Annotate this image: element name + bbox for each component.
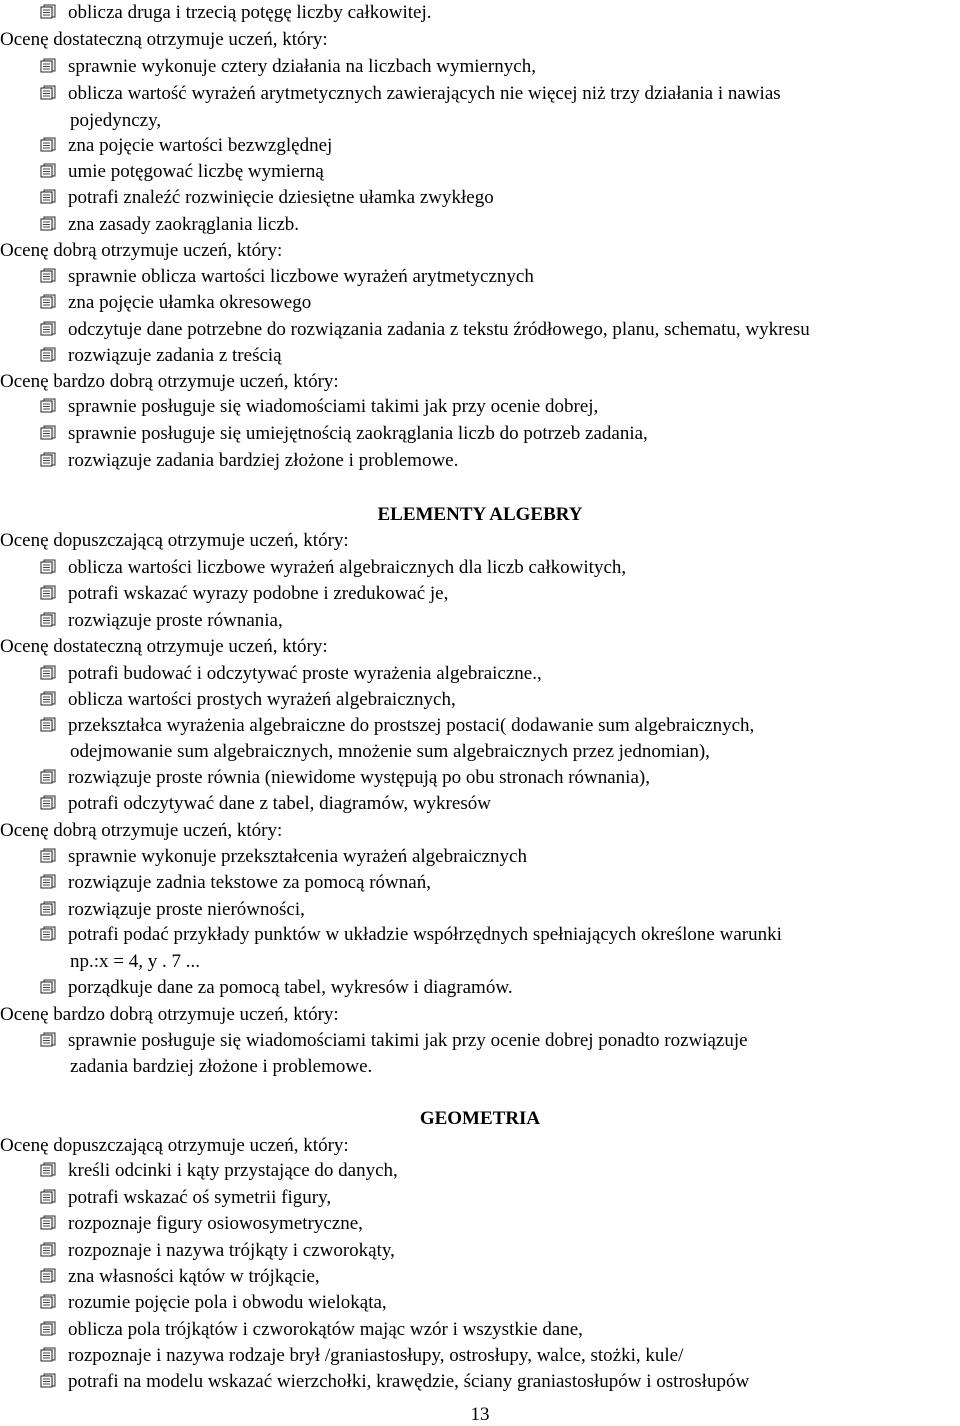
list-item-text: np.:x = 4, y . 7 ... bbox=[70, 951, 200, 972]
list-item-text: sprawnie wykonuje przekształcenia wyrażeń algebraicznych bbox=[68, 846, 527, 867]
stacked-papers-icon bbox=[40, 189, 56, 204]
list-item bbox=[0, 610, 960, 632]
grade-heading bbox=[0, 371, 960, 393]
list-item bbox=[0, 899, 960, 921]
grade-heading bbox=[0, 636, 960, 658]
list-item-text: potrafi wskazać oś symetrii figury, bbox=[68, 1187, 332, 1208]
stacked-papers-icon bbox=[40, 665, 56, 680]
list-item-text: rozumie pojęcie pola i obwodu wielokąta, bbox=[68, 1292, 387, 1313]
list-item bbox=[0, 396, 960, 418]
stacked-papers-icon bbox=[40, 1294, 56, 1309]
list-item bbox=[0, 1240, 960, 1262]
list-item-text: rozwiązuje proste równania, bbox=[68, 610, 283, 631]
section-title: ELEMENTY ALGEBRY bbox=[377, 504, 583, 525]
grade-heading-text: Ocenę dopuszczającą otrzymuje uczeń, który: bbox=[0, 1135, 349, 1156]
stacked-papers-icon bbox=[40, 347, 56, 362]
list-item-text: sprawnie wykonuje cztery działania na liczbach wymiernych, bbox=[68, 56, 536, 77]
list-item bbox=[0, 266, 960, 288]
list-item-text: potrafi odczytywać dane z tabel, diagramów, wykresów bbox=[68, 793, 491, 814]
list-item-text: zadania bardziej złożone i problemowe. bbox=[70, 1056, 373, 1077]
list-item-text: umie potęgować liczbę wymierną bbox=[68, 161, 324, 182]
stacked-papers-icon bbox=[40, 795, 56, 810]
list-item-text: rozpoznaje figury osiowosymetryczne, bbox=[68, 1213, 363, 1234]
grade-heading bbox=[0, 820, 960, 842]
list-item bbox=[0, 557, 960, 579]
grade-heading-text: Ocenę dopuszczającą otrzymuje uczeń, który: bbox=[0, 530, 349, 551]
list-item bbox=[0, 1345, 960, 1367]
list-item-text: porządkuje dane za pomocą tabel, wykresów i diagramów. bbox=[68, 977, 513, 998]
list-item-text: oblicza wartość wyrażeń arytmetycznych zawierających nie więcej niż trzy działania i nawias bbox=[68, 83, 781, 104]
list-item bbox=[0, 161, 960, 183]
section-title: GEOMETRIA bbox=[419, 1108, 541, 1129]
list-item-text: pojedynczy, bbox=[70, 110, 162, 131]
stacked-papers-icon bbox=[40, 717, 56, 732]
grade-heading bbox=[0, 530, 960, 552]
list-item-text: zna pojęcie wartości bezwzględnej bbox=[68, 135, 333, 156]
list-item bbox=[0, 1213, 960, 1235]
stacked-papers-icon bbox=[40, 1321, 56, 1336]
stacked-papers-icon bbox=[40, 691, 56, 706]
list-item bbox=[0, 846, 960, 868]
stacked-papers-icon bbox=[40, 848, 56, 863]
stacked-papers-icon bbox=[40, 1242, 56, 1257]
list-item bbox=[0, 345, 960, 367]
stacked-papers-icon bbox=[40, 901, 56, 916]
list-item bbox=[0, 1292, 960, 1314]
list-item bbox=[0, 319, 960, 341]
page-number: 13 bbox=[470, 1404, 490, 1425]
stacked-papers-icon bbox=[40, 398, 56, 413]
list-item-text: sprawnie posługuje się wiadomościami takimi jak przy ocenie dobrej, bbox=[68, 396, 599, 417]
stacked-papers-icon bbox=[40, 874, 56, 889]
list-item-text: odejmowanie sum algebraicznych, mnożenie sum algebraicznych przez jednomian), bbox=[70, 741, 710, 762]
list-item-text: rozwiązuje zadania bardziej złożone i problemowe. bbox=[68, 450, 459, 471]
list-item-text: oblicza pola trójkątów i czworokątów mając wzór i wszystkie dane, bbox=[68, 1319, 583, 1340]
list-item-text: zna pojęcie ułamka okresowego bbox=[68, 292, 312, 313]
list-item bbox=[0, 793, 960, 815]
grade-heading bbox=[0, 1135, 960, 1157]
list-item bbox=[0, 187, 960, 209]
stacked-papers-icon bbox=[40, 452, 56, 467]
stacked-papers-icon bbox=[40, 268, 56, 283]
list-item bbox=[0, 214, 960, 236]
list-item bbox=[0, 1160, 960, 1182]
grade-heading bbox=[0, 29, 960, 51]
list-item bbox=[0, 292, 960, 314]
list-item-continuation bbox=[0, 110, 960, 132]
list-item-continuation bbox=[0, 951, 960, 973]
list-item bbox=[0, 450, 960, 472]
list-item bbox=[0, 423, 960, 445]
list-item-text: sprawnie posługuje się wiadomościami takimi jak przy ocenie dobrej ponadto rozwiązuje bbox=[68, 1030, 748, 1051]
stacked-papers-icon bbox=[40, 58, 56, 73]
stacked-papers-icon bbox=[40, 559, 56, 574]
list-item-text: przekształca wyrażenia algebraiczne do prostszej postaci( dodawanie sum algebraicznych, bbox=[68, 715, 755, 736]
list-item-text: rozpoznaje i nazywa trójkąty i czworokąty, bbox=[68, 1240, 395, 1261]
stacked-papers-icon bbox=[40, 612, 56, 627]
stacked-papers-icon bbox=[40, 979, 56, 994]
list-item-text: potrafi budować i odczytywać proste wyrażenia algebraiczne., bbox=[68, 663, 542, 684]
list-item-text: sprawnie oblicza wartości liczbowe wyrażeń arytmetycznych bbox=[68, 266, 534, 287]
list-item bbox=[0, 1266, 960, 1288]
stacked-papers-icon bbox=[40, 321, 56, 336]
grade-heading-text: Ocenę dobrą otrzymuje uczeń, który: bbox=[0, 820, 283, 841]
list-item-text: potrafi podać przykłady punktów w układzie współrzędnych spełniających określone warunki bbox=[68, 924, 782, 945]
list-item bbox=[0, 83, 960, 105]
list-item-continuation bbox=[0, 1056, 960, 1078]
list-item bbox=[0, 1187, 960, 1209]
list-item bbox=[0, 583, 960, 605]
list-item-text: potrafi na modelu wskazać wierzchołki, krawędzie, ściany graniastosłupów i ostrosłupów bbox=[68, 1371, 750, 1392]
list-item-text: sprawnie posługuje się umiejętnością zaokrąglania liczb do potrzeb zadania, bbox=[68, 423, 648, 444]
stacked-papers-icon bbox=[40, 1373, 56, 1388]
list-item bbox=[0, 1371, 960, 1393]
list-item-text: oblicza wartości liczbowe wyrażeń algebraicznych dla liczb całkowitych, bbox=[68, 557, 627, 578]
list-item bbox=[0, 924, 960, 946]
list-item-text: rozwiązuje proste nierówności, bbox=[68, 899, 305, 920]
stacked-papers-icon bbox=[40, 1347, 56, 1362]
stacked-papers-icon bbox=[40, 4, 56, 19]
stacked-papers-icon bbox=[40, 85, 56, 100]
list-item-text: zna własności kątów w trójkącie, bbox=[68, 1266, 320, 1287]
list-item bbox=[0, 56, 960, 78]
list-item-text: zna zasady zaokrąglania liczb. bbox=[68, 214, 300, 235]
stacked-papers-icon bbox=[40, 926, 56, 941]
grade-heading-text: Ocenę bardzo dobrą otrzymuje uczeń, który: bbox=[0, 371, 339, 392]
grade-heading-text: Ocenę dostateczną otrzymuje uczeń, który: bbox=[0, 29, 328, 50]
stacked-papers-icon bbox=[40, 1189, 56, 1204]
list-item-text: oblicza wartości prostych wyrażeń algebraicznych, bbox=[68, 689, 456, 710]
list-item-text: potrafi znaleźć rozwinięcie dziesiętne ułamka zwykłego bbox=[68, 187, 494, 208]
grade-heading-text: Ocenę bardzo dobrą otrzymuje uczeń, który: bbox=[0, 1004, 339, 1025]
list-item-text: rozwiązuje zadania z treścią bbox=[68, 345, 282, 366]
stacked-papers-icon bbox=[40, 137, 56, 152]
list-item-text: rozwiązuje zadnia tekstowe za pomocą równań, bbox=[68, 872, 431, 893]
list-item bbox=[0, 689, 960, 711]
list-item bbox=[0, 872, 960, 894]
list-item bbox=[0, 1030, 960, 1052]
list-item-text: kreśli odcinki i kąty przystające do danych, bbox=[68, 1160, 398, 1181]
list-item-continuation bbox=[0, 741, 960, 763]
list-item bbox=[0, 135, 960, 157]
list-item bbox=[0, 767, 960, 789]
list-item bbox=[0, 1319, 960, 1341]
list-item-text: potrafi wskazać wyrazy podobne i zredukować je, bbox=[68, 583, 449, 604]
stacked-papers-icon bbox=[40, 294, 56, 309]
stacked-papers-icon bbox=[40, 1032, 56, 1047]
list-item bbox=[0, 2, 960, 24]
stacked-papers-icon bbox=[40, 1215, 56, 1230]
list-item bbox=[0, 715, 960, 737]
grade-heading-text: Ocenę dobrą otrzymuje uczeń, który: bbox=[0, 240, 283, 261]
list-item-text: rozwiązuje proste równia (niewidome występują po obu stronach równania), bbox=[68, 767, 650, 788]
stacked-papers-icon bbox=[40, 216, 56, 231]
stacked-papers-icon bbox=[40, 1268, 56, 1283]
grade-heading-text: Ocenę dostateczną otrzymuje uczeń, który: bbox=[0, 636, 328, 657]
stacked-papers-icon bbox=[40, 1162, 56, 1177]
list-item bbox=[0, 977, 960, 999]
stacked-papers-icon bbox=[40, 769, 56, 784]
list-item-text: odczytuje dane potrzebne do rozwiązania zadania z tekstu źródłowego, planu, schematu, wykresu bbox=[68, 319, 810, 340]
grade-heading bbox=[0, 1004, 960, 1026]
stacked-papers-icon bbox=[40, 585, 56, 600]
stacked-papers-icon bbox=[40, 163, 56, 178]
list-item-text: oblicza druga i trzecią potęgę liczby całkowitej. bbox=[68, 2, 432, 23]
list-item bbox=[0, 663, 960, 685]
list-item-text: rozpoznaje i nazywa rodzaje brył /graniastosłupy, ostrosłupy, walce, stożki, kule/ bbox=[68, 1345, 684, 1366]
stacked-papers-icon bbox=[40, 425, 56, 440]
grade-heading bbox=[0, 240, 960, 262]
